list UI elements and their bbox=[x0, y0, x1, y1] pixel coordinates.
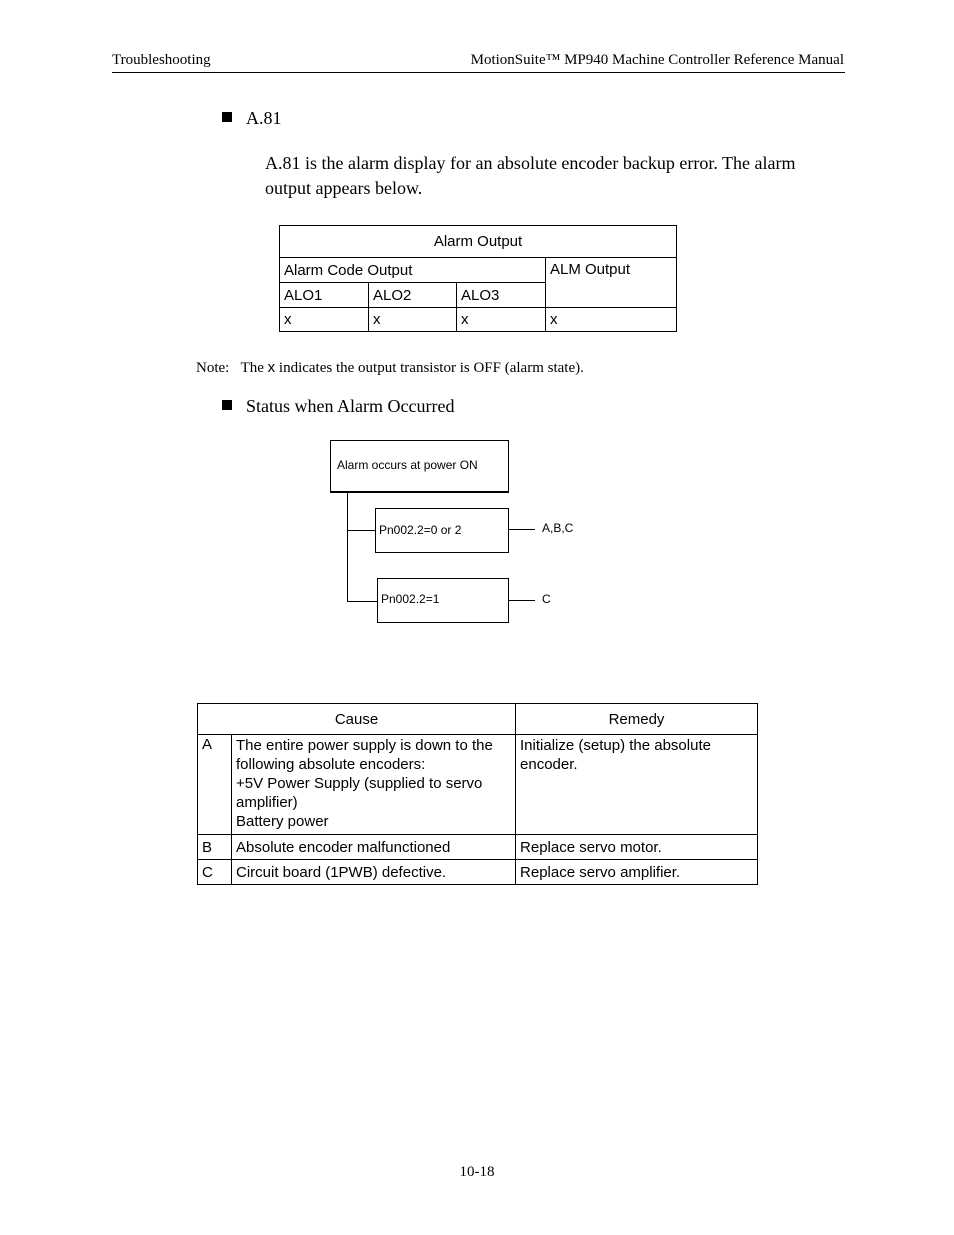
cause-line: Circuit board (1PWB) defective. bbox=[236, 863, 447, 881]
cause-line: Absolute encoder malfunctioned bbox=[236, 838, 451, 856]
header-manual-title: MotionSuite™ MP940 Machine Controller Reference Manual bbox=[470, 52, 844, 68]
diagram-branch1-label: Pn002.2=0 or 2 bbox=[379, 523, 462, 537]
header-section-title: Troubleshooting bbox=[112, 52, 211, 68]
cause-line: +5V Power Supply (supplied to servo amplifier) bbox=[236, 775, 483, 811]
row-id: A bbox=[198, 735, 232, 835]
diagram-root-box bbox=[330, 440, 509, 493]
cause-line: Battery power bbox=[236, 813, 329, 830]
square-bullet-icon bbox=[222, 400, 232, 410]
table-cell: x bbox=[280, 308, 369, 332]
section-heading-status bbox=[222, 396, 454, 417]
section-paragraph: A.81 is the alarm display for an absolute encoder backup error. The alarm output appears below. bbox=[265, 153, 796, 198]
diagram-branch2-box bbox=[377, 578, 509, 623]
note-symbol: x bbox=[267, 359, 276, 376]
note-text: indicates the output transistor is OFF (alarm state). bbox=[278, 360, 584, 376]
diagram-branch-line bbox=[347, 530, 376, 531]
table-note bbox=[196, 359, 584, 377]
table-row bbox=[198, 860, 758, 885]
diagram-branch1-box bbox=[375, 508, 509, 553]
cause-remedy-table bbox=[197, 703, 758, 885]
column-header: ALO3 bbox=[457, 283, 546, 308]
column-header: ALO1 bbox=[280, 283, 369, 308]
page-number: 10-18 bbox=[459, 1164, 495, 1180]
row-id: C bbox=[198, 860, 232, 885]
diagram-root-label: Alarm occurs at power ON bbox=[337, 458, 478, 472]
remedy-cell: Replace servo amplifier. bbox=[516, 860, 758, 885]
cause-header: Cause bbox=[198, 704, 516, 735]
alarm-output-title: Alarm Output bbox=[280, 226, 677, 258]
alarm-code-output-header: Alarm Code Output bbox=[280, 258, 546, 283]
table-cell: x bbox=[457, 308, 546, 332]
remedy-cell: Replace servo motor. bbox=[516, 835, 758, 860]
remedy-cell: Initialize (setup) the absolute encoder. bbox=[516, 735, 758, 835]
alm-output-header: ALM Output bbox=[546, 258, 677, 308]
table-row bbox=[198, 835, 758, 860]
cause-cell bbox=[232, 835, 516, 860]
section-heading-a81 bbox=[222, 108, 282, 129]
section-title: Status when Alarm Occurred bbox=[246, 396, 455, 416]
table-cell: x bbox=[369, 308, 457, 332]
square-bullet-icon bbox=[222, 112, 232, 122]
row-id: B bbox=[198, 835, 232, 860]
note-pre: The bbox=[240, 360, 264, 376]
cause-cell bbox=[232, 735, 516, 835]
diagram-trunk-line bbox=[347, 493, 348, 602]
header-rule bbox=[112, 72, 845, 73]
diagram-result-line bbox=[509, 600, 535, 601]
diagram-branch2-label: Pn002.2=1 bbox=[381, 592, 440, 606]
diagram-result-line bbox=[509, 529, 535, 530]
alarm-output-table bbox=[279, 225, 677, 332]
column-header: ALO2 bbox=[369, 283, 457, 308]
diagram-branch1-result: A,B,C bbox=[542, 521, 574, 535]
table-row bbox=[198, 735, 758, 835]
cause-line: The entire power supply is down to the following absolute encoders: bbox=[236, 737, 493, 773]
diagram-branch-line bbox=[347, 601, 377, 602]
cause-cell bbox=[232, 860, 516, 885]
section-title: A.81 bbox=[246, 108, 282, 128]
table-cell: x bbox=[546, 308, 677, 332]
note-label: Note: bbox=[196, 360, 230, 376]
diagram-branch2-result: C bbox=[542, 592, 551, 606]
remedy-header: Remedy bbox=[516, 704, 758, 735]
